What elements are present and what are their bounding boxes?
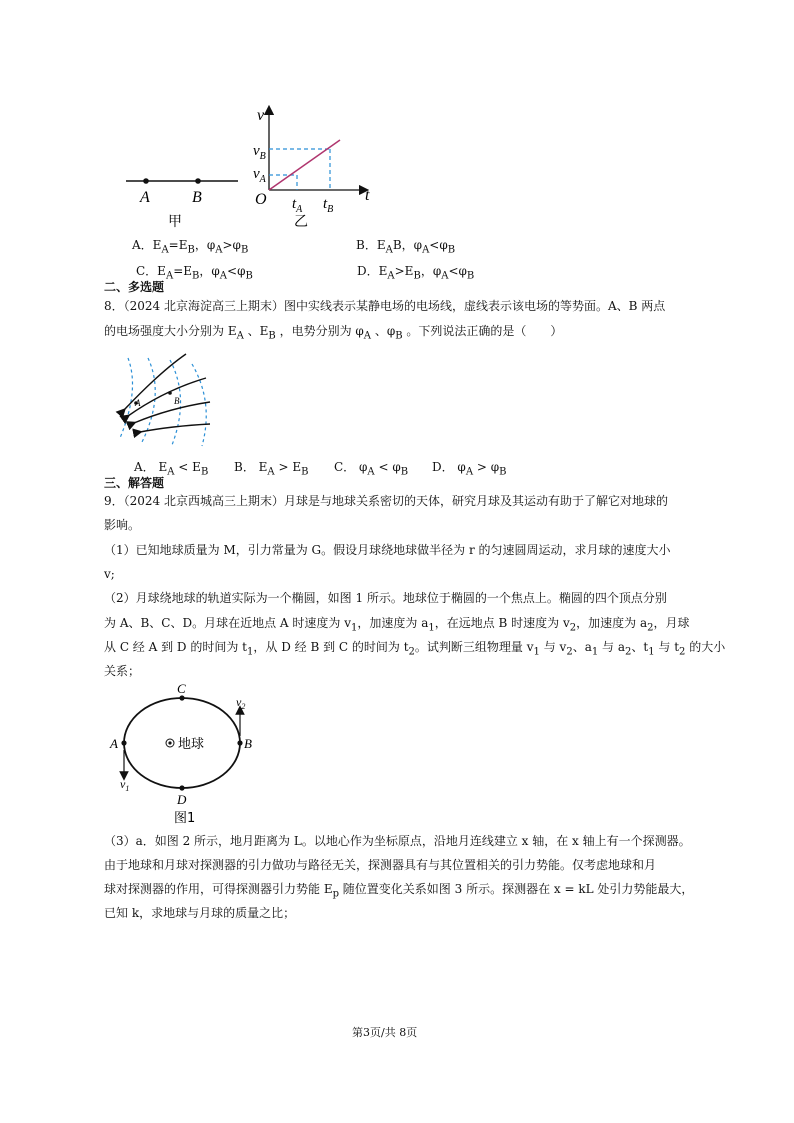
point-a-label: A <box>140 189 150 206</box>
q8-option-c: C． $\varphi_A < \varphi_B$ <box>334 460 409 478</box>
q9-line-1: 9．（2024 北京西城高三上期末）月球是与地球关系密切的天体，研究月球及其运动有助于了解它对地球的 <box>104 494 668 508</box>
q9-part3-line-1: （3）a．如图 2 所示，地月距离为 L。以地心作为坐标原点，沿地月连线建立 x 轴，在 x 轴上有一个探测器。 <box>104 834 691 848</box>
q7-option-a: A．$E_A=E_B$，$\varphi_A>\varphi_B$ <box>132 238 249 256</box>
figure-caption-jia: 甲 <box>168 214 182 230</box>
axis-t-label: t <box>365 187 370 204</box>
q8-point-a-label: A <box>135 398 141 408</box>
svg-text:vA <box>253 166 267 185</box>
va-sub: A <box>259 174 266 185</box>
q7-option-c: C．$E_A=E_B$，$\varphi_A<\varphi_B$ <box>136 264 253 282</box>
tb-label: t <box>323 196 328 212</box>
figure-electric-field <box>110 350 220 450</box>
orbit-d-label: D <box>177 792 187 807</box>
svg-text:tB <box>323 196 333 215</box>
v2-label: v <box>236 695 242 709</box>
figure-yi-vt-graph <box>250 102 380 232</box>
va-label: v <box>253 166 260 182</box>
orbit-b-label: B <box>244 736 252 751</box>
q9-part2-line-4: 关系； <box>104 664 141 678</box>
v1-label: v <box>120 777 126 791</box>
orbit-a-label: A <box>110 736 118 751</box>
svg-text:vB <box>253 143 266 162</box>
tb-sub: B <box>327 204 334 215</box>
section-heading-multi-choice: 二、多选题 <box>104 280 165 294</box>
figure-1-moon-orbit <box>108 680 278 830</box>
section-heading-answer: 三、解答题 <box>104 476 165 490</box>
earth-label: 地球 <box>178 737 205 752</box>
v2-sub: 2 <box>241 702 246 711</box>
q7-option-b: B．$E_AB$，$\varphi_A<\varphi_B$ <box>356 238 456 256</box>
q9-part2-line-1: （2）月球绕地球的轨道实际为一个椭圆，如图 1 所示。地球位于椭圆的一个焦点上。椭圆的四个顶点分别 <box>104 591 667 605</box>
q8-line-1: 8．（2024 北京海淀高三上期末）图中实线表示某静电场的电场线，虚线表示该电场的等势面。A、B 两点 <box>104 299 666 313</box>
q9-part1-line-2: v; <box>104 567 115 581</box>
figure-caption-yi: 乙 <box>294 214 308 230</box>
page-number: 第3页/共 8页 <box>352 1026 418 1039</box>
q9-line-2: 影响。 <box>104 518 141 532</box>
svg-text:v2 <box>236 695 245 711</box>
orbit-c-label: C <box>177 681 186 696</box>
q8-option-a: A． $E_A < E_B$ <box>134 460 209 478</box>
q9-part2-line-2: 为 A、B、C、D。月球在近地点 A 时速度为 $v_1$，加速度为 $a_1$，在远地点 B 时速度为 $v_2$，加速度为 $a_2$，月球 <box>104 616 690 634</box>
q9-part3-line-3: 球对探测器的作用，可得探测器引力势能 $E_p$ 随位置变化关系如图 3 所示。探测器在 x = kL 处引力势能最大， <box>104 882 694 900</box>
figure-jia <box>120 160 250 230</box>
origin-label: O <box>255 191 267 208</box>
v1-sub: 1 <box>125 784 130 793</box>
svg-text:tA <box>292 196 303 215</box>
q8-line-2: 的电场强度大小分别为 $E_A$ 、$E_B$ ，电势分别为 $\varphi_A$ 、$\varphi_B$ 。下列说法正确的是（ ） <box>104 324 563 342</box>
axis-v-label: v <box>257 107 265 124</box>
svg-text:v1 <box>120 777 129 793</box>
q8-point-b-label: B <box>174 396 180 406</box>
q8-option-b: B． $E_A > E_B$ <box>234 460 309 478</box>
q9-part2-line-3: 从 C 经 A 到 D 的时间为 $t_1$，从 D 经 B 到 C 的时间为 $t_2$。试判断三组物理量 $v_1$ 与 $v_2$、$a_1$ 与 $a_2$、$t_1$ 与 $t_2$ 的大小 <box>104 640 726 658</box>
figure-1-caption: 图1 <box>174 811 196 826</box>
vb-sub: B <box>259 151 266 162</box>
q9-part3-line-2: 由于地球和月球对探测器的引力做功与路径无关，探测器具有与其位置相关的引力势能。仅考虑地球和月 <box>104 858 657 872</box>
q7-option-d: D．$E_A>E_B$，$\varphi_A<\varphi_B$ <box>357 264 475 282</box>
q8-option-d: D． $\varphi_A > \varphi_B$ <box>432 460 507 478</box>
ta-label: t <box>292 196 297 212</box>
vb-label: v <box>253 143 260 159</box>
point-b-label: B <box>192 189 202 206</box>
q9-part3-line-4: 已知 k，求地球与月球的质量之比； <box>104 906 296 920</box>
q9-part1-line-1: （1）已知地球质量为 M，引力常量为 G。假设月球绕地球做半径为 r 的匀速圆周运动，求月球的速度大小 <box>104 543 671 557</box>
ta-sub: A <box>296 204 303 215</box>
